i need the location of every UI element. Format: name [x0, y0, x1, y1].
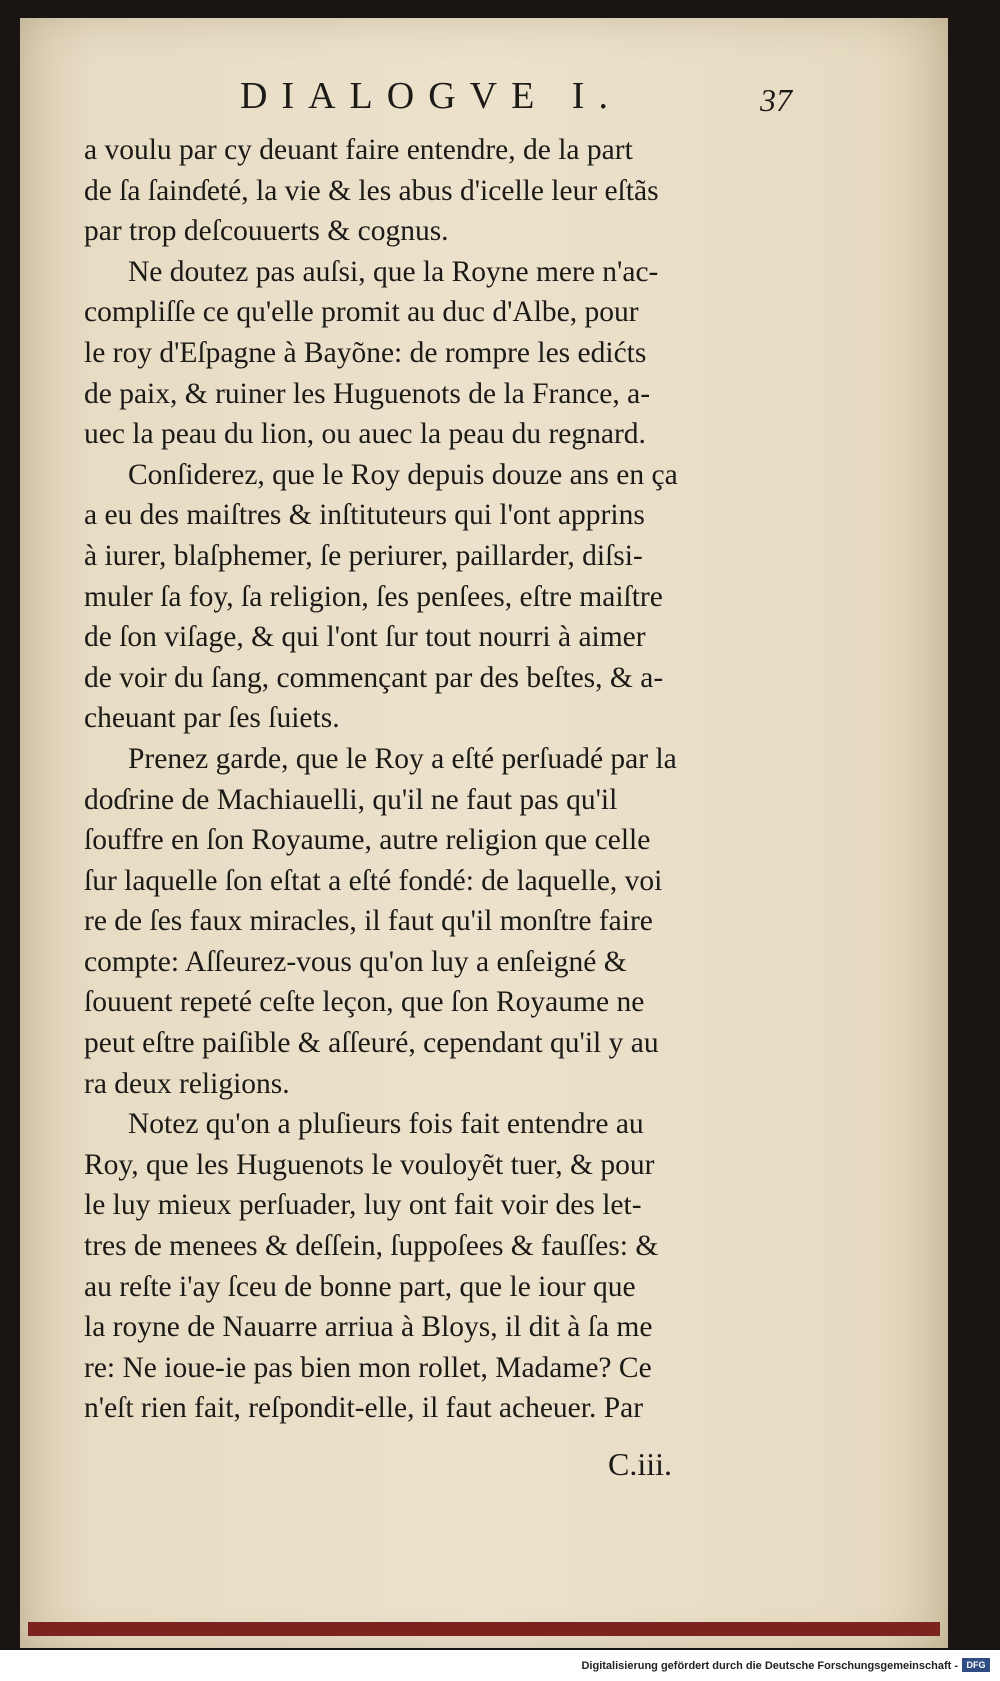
text-line: ra deux religions.: [84, 1067, 290, 1100]
text-line: a eu des maiſtres & inſtituteurs qui l'ont apprins: [84, 499, 645, 532]
text-line: de ſon viſage, & qui l'ont ſur tout nourri à aimer: [84, 621, 646, 654]
body-text: [84, 130, 804, 1429]
paragraph: [84, 455, 804, 739]
text-line: à iurer, blaſphemer, ſe periurer, paillarder, diſsi-: [84, 539, 643, 572]
running-title: DIALOGVE I.: [240, 75, 622, 117]
text-line: la royne de Nauarre arriua à Bloys, il dit à ſa me: [84, 1311, 653, 1344]
digitization-footer: [0, 1650, 1000, 1681]
text-line: au reſte i'ay ſceu de bonne part, que le iour que: [84, 1270, 636, 1303]
text-line: doɗrine de Machiauelli, qu'il ne faut pas qu'il: [84, 783, 618, 816]
page-number: 37: [760, 82, 792, 118]
text-line: peut eſtre paiſible & aſſeuré, cependant qu'il y au: [84, 1027, 659, 1060]
text-line: ſouuent repeté ceſte leçon, que ſon Royaume ne: [84, 986, 645, 1019]
text-line: re de ſes faux miracles, il faut qu'il monſtre faire: [84, 905, 653, 938]
page-edge: [28, 1622, 940, 1636]
text-line: de voir du ſang, commençant par des beſtes, & a-: [84, 661, 664, 694]
text-line: Conſiderez, que le Roy depuis douze ans en ça: [128, 458, 678, 491]
text-line: le roy d'Eſpagne à Bayõne: de rompre les edićts: [84, 336, 647, 369]
text-line: muler ſa foy, ſa religion, ſes penſees, eſtre maiſtre: [84, 580, 663, 613]
funding-credit: Digitalisierung gefördert durch die Deutsche Forschungsgemeinschaft -: [581, 1660, 958, 1672]
text-line: par trop deſcouuerts & cognus.: [84, 215, 449, 248]
dfg-logo-icon: DFG: [962, 1658, 990, 1672]
text-line: Roy, que les Huguenots le vouloyẽt tuer, & pour: [84, 1148, 655, 1181]
text-line: ſur laquelle ſon eſtat a eſté fondé: de laquelle, voi: [84, 864, 663, 897]
text-line: Prenez garde, que le Roy a eſté perſuadé par la: [128, 742, 677, 775]
text-line: n'eſt rien fait, reſpondit-elle, il faut acheuer. Par: [84, 1392, 644, 1425]
text-line: Ne doutez pas auſsi, que la Royne mere n'ac-: [128, 255, 659, 288]
text-line: compte: Aſſeurez-vous qu'on luy a enſeigné &: [84, 945, 627, 978]
text-line: compliſſe ce qu'elle promit au duc d'Albe, pour: [84, 296, 639, 329]
text-line: uec la peau du lion, ou auec la peau du regnard.: [84, 418, 646, 451]
paragraph: [84, 1104, 804, 1429]
paragraph: [84, 252, 804, 455]
page-header: [240, 74, 800, 124]
text-line: Notez qu'on a pluſieurs fois fait entendre au: [128, 1108, 644, 1141]
text-line: tres de menees & deſſein, ſuppoſees & fauſſes: &: [84, 1230, 659, 1263]
text-line: ſouffre en ſon Royaume, autre religion que celle: [84, 824, 651, 857]
paragraph: [84, 739, 804, 1104]
text-line: le luy mieux perſuader, luy ont fait voir des let-: [84, 1189, 642, 1222]
text-line: de ſa ſainɗeté, la vie & les abus d'icelle leur eſtãs: [84, 174, 659, 207]
signature-mark: C.iii.: [608, 1446, 673, 1482]
text-line: re: Ne ioue-ie pas bien mon rollet, Madame? Ce: [84, 1351, 652, 1384]
text-line: cheuant par ſes ſuiets.: [84, 702, 340, 735]
text-line: a voulu par cy deuant faire entendre, de la part: [84, 134, 633, 166]
text-line: de paix, & ruiner les Huguenots de la France, a-: [84, 377, 651, 410]
paragraph: [84, 130, 804, 252]
